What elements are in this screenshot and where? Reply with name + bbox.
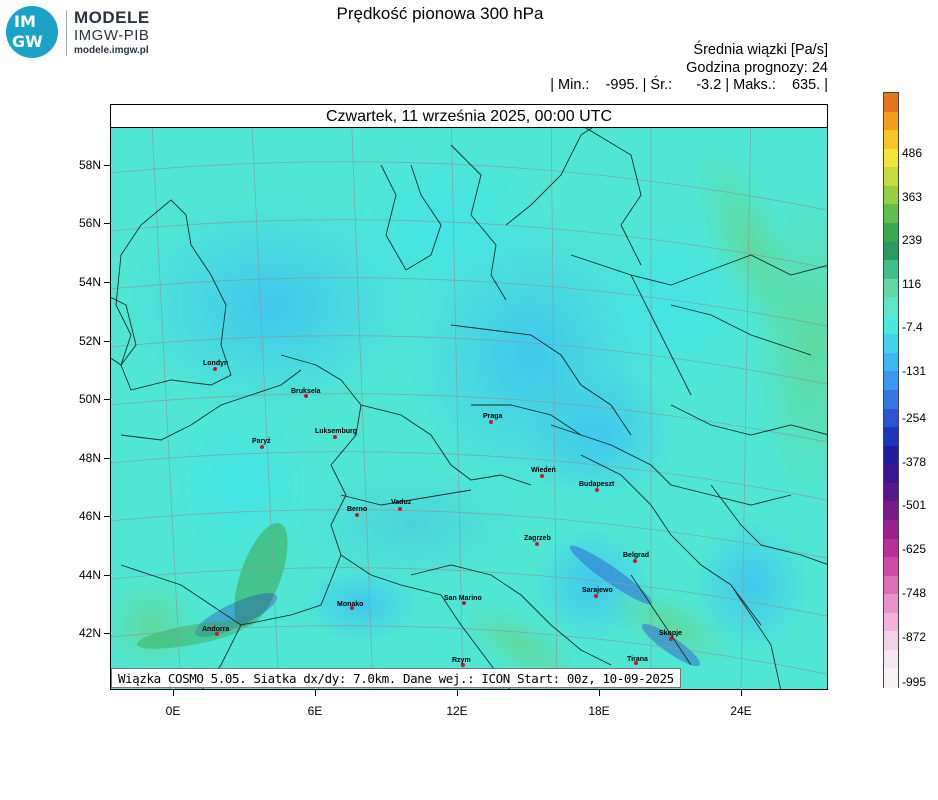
svg-text:Tirana: Tirana [627,656,648,663]
colorbar-segment [884,390,898,409]
svg-text:Zagrzeb: Zagrzeb [524,535,551,542]
lon-label: 18E [588,704,610,718]
svg-text:Belgrad: Belgrad [623,552,650,559]
lat-tick [104,399,110,400]
colorbar-segment [884,668,898,687]
colorbar-label: -131 [902,364,927,378]
lat-tick [104,516,110,517]
svg-text:Praga: Praga [483,413,503,420]
colorbar-label: -625 [902,542,927,556]
colorbar-segment [884,371,898,390]
lat-label: 46N [78,509,101,523]
logo-divider [66,10,67,56]
colorbar [883,92,899,688]
forecast-hour: Godzina prognozy: 24 [686,60,828,76]
lat-label: 42N [78,626,101,640]
svg-text:Monako: Monako [337,601,364,608]
svg-text:Rzym: Rzym [452,657,471,664]
colorbar-segment [884,242,898,261]
lat-tick [104,633,110,634]
lon-label: 0E [165,704,181,718]
colorbar-segment [884,594,898,613]
colorbar-label: -501 [902,498,927,512]
colorbar-segment [884,409,898,428]
colorbar-segment [884,446,898,465]
lat-tick [104,341,110,342]
colorbar-segment [884,501,898,520]
lon-label: 12E [446,704,468,718]
svg-text:Berno: Berno [347,506,368,513]
lon-label: 24E [730,704,752,718]
colorbar-segment [884,631,898,650]
logo-url: modele.imgw.pl [74,45,149,56]
colorbar-label: -748 [902,586,927,600]
map-panel [110,104,828,690]
svg-text:Luksemburg: Luksemburg [315,428,358,435]
colorbar-segment [884,483,898,502]
colorbar-label: 363 [902,190,923,204]
logo-badge-top: IM [14,12,36,31]
logo-badge-bottom: GW [12,32,43,51]
lat-tick [104,165,110,166]
logo-org: IMGW-PIB [74,27,150,44]
colorbar-segment [884,557,898,576]
model-info: Wiązka COSMO 5.05. Siatka dx/dy: 7.0km. Dane wej.: ICON Start: 00z, 10-09-2025 [111,668,681,688]
colorbar-segment [884,539,898,558]
colorbar-segment [884,204,898,223]
svg-text:Vaduz: Vaduz [391,499,412,506]
lat-label: 52N [78,334,101,348]
imgw-logo [6,6,176,60]
svg-text:Bruksela: Bruksela [291,388,321,395]
colorbar-label: -378 [902,455,927,469]
valid-time: Czwartek, 11 września 2025, 00:00 UTC [110,104,828,128]
field-stats: | Min.: -995. | Śr.: -3.2 | Maks.: 635. | [550,77,828,93]
lat-tick [104,223,110,224]
imgw-badge [6,6,58,58]
vertical-velocity-map [111,105,828,690]
lon-tick [457,690,458,696]
lat-label: 50N [78,392,101,406]
colorbar-label: -7.4 [902,320,923,334]
colorbar-segment [884,167,898,186]
colorbar-segment [884,130,898,149]
svg-text:Wiedeń: Wiedeń [531,467,556,474]
svg-text:Sarajewo: Sarajewo [582,587,613,594]
lat-tick [104,575,110,576]
colorbar-segment [884,613,898,632]
lat-label: 44N [78,568,101,582]
colorbar-segment [884,464,898,483]
lat-label: 48N [78,451,101,465]
lat-label: 56N [78,216,101,230]
svg-text:Andorra: Andorra [202,626,230,633]
colorbar-segment [884,353,898,372]
lon-tick [599,690,600,696]
logo-name: MODELE [74,8,150,27]
svg-text:Londyn: Londyn [203,360,229,367]
svg-text:Budapeszt: Budapeszt [579,481,615,488]
lon-label: 6E [307,704,323,718]
colorbar-segment [884,260,898,279]
colorbar-segment [884,576,898,595]
colorbar-segment [884,93,898,112]
colorbar-label: 116 [902,277,922,291]
colorbar-segment [884,223,898,242]
colorbar-segment [884,520,898,539]
lon-tick [741,690,742,696]
colorbar-segment [884,112,898,131]
lon-tick [315,690,316,696]
colorbar-label: -995 [902,675,927,689]
svg-text:San Marino: San Marino [444,595,482,602]
svg-text:Paryż: Paryż [252,438,271,445]
colorbar-segment [884,334,898,353]
colorbar-segment [884,650,898,669]
colorbar-segment [884,297,898,316]
colorbar-label: -872 [902,630,927,644]
quantity-label: Średnia wiązki [Pa/s] [693,42,828,58]
colorbar-label: 239 [902,233,923,247]
colorbar-segment [884,279,898,298]
colorbar-segment [884,316,898,335]
lat-tick [104,282,110,283]
page-title: Prędkość pionowa 300 hPa [336,4,544,23]
lon-tick [173,690,174,696]
lat-label: 58N [78,158,101,172]
colorbar-segment [884,186,898,205]
colorbar-segment [884,149,898,168]
lat-tick [104,458,110,459]
colorbar-segment [884,427,898,446]
lat-label: 54N [78,275,101,289]
svg-text:Skopje: Skopje [659,630,682,637]
colorbar-label: 486 [902,146,923,160]
colorbar-label: -254 [902,411,927,425]
